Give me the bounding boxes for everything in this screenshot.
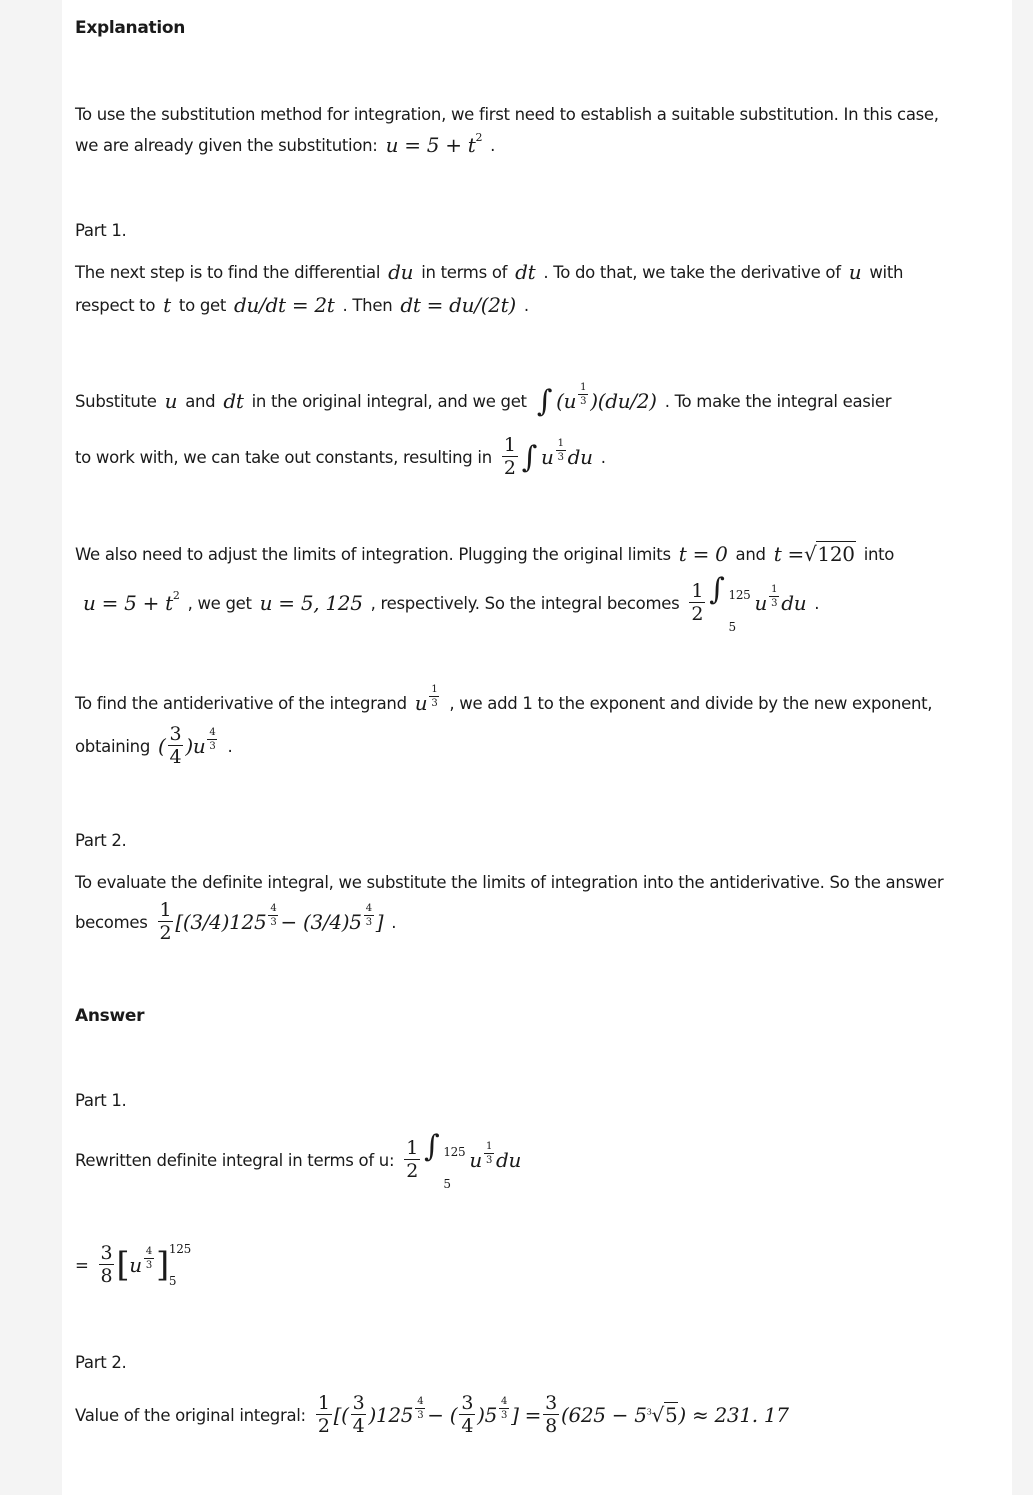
text-line [75,1392,797,1437]
text-run: We also need to adjust the limits of integration. Plugging the original limits [75,544,671,564]
text-run: Value of the original integral: [75,1405,306,1425]
math-expression [400,293,516,317]
denominator: 2 [317,1415,330,1437]
denominator: 3 [365,916,372,928]
math-expression [260,591,363,615]
superscript: 2 [172,588,180,602]
text-line [75,381,891,421]
upper-limit: 125 [168,1242,191,1256]
numerator: 4 [209,726,216,738]
math-text: t = [773,542,804,566]
text-run: respect to [75,295,156,315]
text-run: . [523,295,529,315]
text-run: we are already given the substitution: [75,135,378,155]
fraction [484,1142,494,1166]
bracket: ] [155,1245,169,1285]
integral [707,572,754,634]
integral-sign-icon: ∫ [521,439,538,475]
fraction [543,1394,559,1436]
text-run: with [869,262,904,282]
square-root [804,542,856,566]
superscript [497,1394,511,1421]
math-text: u = 5 + t [385,133,476,157]
math-expression [849,260,862,284]
superscript [142,1244,156,1271]
text-run: . [227,736,233,756]
radical-icon: √ [803,542,817,566]
numerator: 1 [431,683,438,695]
math-text: du [781,591,807,615]
text-line [75,1342,126,1382]
math-text: )125 [368,1403,414,1427]
fraction [499,1397,509,1421]
superscript [482,1139,496,1166]
text-line [75,1080,126,1120]
text-line [75,862,943,902]
numerator: 4 [145,1245,152,1257]
math-text: u [414,691,428,715]
math-text: ) ≈ 231. 17 [678,1403,789,1427]
text-line [75,1129,529,1191]
text-run: Substitute [75,391,157,411]
superscript [266,901,280,928]
math-expression [515,260,535,284]
superscript: 2 [475,130,483,144]
fraction [268,904,278,928]
numerator: 3 [545,1392,557,1414]
denominator: 3 [145,1259,152,1271]
numerator: 3 [169,723,182,745]
integral-sign-icon: ∫ [536,383,553,419]
numerator: 4 [270,902,277,914]
denominator: 4 [169,746,182,768]
math-expression [500,436,593,478]
denominator: 3 [501,1409,508,1421]
numerator: 1 [406,1137,418,1159]
math-text: ] [375,910,384,934]
denominator: 3 [209,740,216,752]
upper-limit: 125 [443,1145,466,1159]
text-run: Part 2. [75,830,127,850]
math-expression [314,1394,789,1436]
text-line [75,899,397,944]
superscript [767,582,781,609]
fraction [415,1397,425,1421]
numerator: 1 [580,381,587,393]
math-text: dt = du/(2t) [400,293,516,317]
math-expression [535,381,657,419]
text-run: Part 1. [75,1090,127,1110]
fraction [404,1139,420,1181]
math-text: [(3/4)125 [175,910,267,934]
text-run: . [490,135,496,155]
text-run: to get [178,295,227,315]
math-text: t [163,293,171,317]
math-text: ( [158,734,166,758]
math-text: ] = [511,1403,542,1427]
denominator: 3 [431,697,438,709]
fraction [502,436,518,478]
numerator: 3 [461,1392,474,1414]
denominator: 4 [352,1415,365,1437]
text-line [75,125,495,165]
denominator: 4 [461,1415,474,1437]
denominator: 2 [159,922,172,944]
text-line [75,534,894,574]
denominator: 3 [485,1154,493,1166]
superscript [205,725,219,752]
math-expression [165,389,178,413]
text-run: . To make the integral easier [664,391,892,411]
cube-root [647,1403,679,1427]
math-expression [156,901,384,943]
math-text: u [754,591,768,615]
text-run: To evaluate the definite integral, we substitute the limits of integration into the antiderivative. So the answer [75,872,944,892]
math-text: du [496,1148,522,1172]
text-run: , we add 1 to the exponent and divide by the new exponent, [449,693,933,713]
math-text: − (3/4)5 [280,910,362,934]
superscript [362,901,376,928]
fraction [459,1394,475,1436]
text-run: , we get [187,593,252,613]
numerator: 1 [317,1392,330,1414]
text-run: . [600,447,606,467]
fraction [429,685,439,709]
text-line [75,434,606,479]
denominator: 8 [100,1265,113,1287]
fraction [168,725,184,767]
superscript [576,380,590,407]
text-run: to work with, we can take out constants, resulting in [75,447,492,467]
text-run: Part 1. [75,220,127,240]
fraction [364,904,374,928]
upper-limit: 125 [728,588,751,602]
math-text: u [469,1148,482,1172]
math-expression [223,389,243,413]
integral [535,384,556,419]
math-text: )(du/2) [590,389,657,413]
math-expression [414,683,442,717]
numerator: 1 [485,1140,493,1152]
math-expression [385,130,483,157]
text-run: . To do that, we take the derivative of [543,262,841,282]
math-text: u = 5, 125 [259,591,363,615]
text-line [75,572,820,634]
superscript [554,436,568,463]
radical-icon: $^3$√ [646,1403,664,1427]
text-line [75,723,233,768]
math-expression [774,542,856,566]
superscript [413,1394,427,1421]
fraction [769,585,779,609]
integral-limits [443,1145,465,1191]
denominator: 2 [406,1160,418,1182]
math-text: dt [515,260,536,284]
math-text: du/dt = 2t [234,293,335,317]
denominator: 8 [545,1415,557,1437]
denominator: 3 [557,451,564,463]
text-line [75,210,126,250]
text-line [75,683,932,723]
lower-limit: 5 [728,620,736,634]
text-run: , respectively. So the integral becomes [370,593,680,613]
text-run: The next step is to find the differential [75,262,381,282]
text-run: in the original integral, and we get [251,391,527,411]
math-text: u [164,389,178,413]
fraction [689,582,705,624]
explanation-heading: Explanation [75,18,186,38]
math-expression [158,725,219,767]
text-run: Part 2. [75,1352,127,1372]
math-expression [83,588,180,615]
integral [422,1129,469,1191]
math-text: t = 0 [678,542,728,566]
math-expression [97,1242,195,1288]
math-expression [402,1129,521,1191]
denominator: 3 [580,395,587,407]
lower-limit: 5 [443,1177,451,1191]
text-line [75,285,529,325]
text-run: . [814,593,820,613]
math-expression [388,260,413,284]
integral [520,440,541,475]
denominator: 2 [503,457,516,479]
text-run: To use the substitution method for integration, we first need to establish a suitable substitution. In this case, [75,104,939,124]
denominator: 3 [417,1409,424,1421]
fraction [207,728,217,752]
lower-limit: 5 [168,1274,177,1288]
numerator: 4 [365,902,372,914]
denominator: 2 [691,603,704,625]
numerator: 1 [771,583,778,595]
text-run: into [863,544,895,564]
superscript [427,682,441,709]
fraction [158,901,174,943]
numerator: 3 [100,1242,113,1264]
bracket: [ [116,1245,130,1285]
text-run: in terms of [421,262,508,282]
math-text: du [388,260,414,284]
math-text: u = 5 + t [83,591,173,615]
numerator: 1 [159,899,172,921]
math-expression [163,293,171,317]
numerator: 1 [691,580,704,602]
evaluation-limits [169,1242,191,1288]
text-run: and [735,544,766,564]
text-run: becomes [75,912,148,932]
math-text: u [541,445,554,469]
numerator: 4 [417,1395,424,1407]
integral-sign-icon: ∫ [709,572,725,607]
math-text: u [129,1253,142,1277]
math-text: u [848,260,862,284]
integral-limits [729,588,751,634]
fraction [578,383,588,407]
numerator: 1 [557,437,564,449]
text-run: obtaining [75,736,151,756]
math-expression [234,293,335,317]
fraction [351,1394,367,1436]
fraction [556,439,566,463]
text-run: Rewritten definite integral in terms of u: [75,1150,395,1170]
math-text: (u [556,389,577,413]
text-run: = [75,1255,89,1275]
math-text: )u [185,734,206,758]
text-run: . [391,912,397,932]
math-expression [679,542,728,566]
math-text: [( [333,1403,349,1427]
integral-sign-icon: ∫ [424,1129,440,1164]
math-text: dt [223,389,244,413]
numerator: 4 [501,1395,508,1407]
radicand: 120 [817,542,855,566]
math-text: du [567,445,593,469]
math-text: (625 − 5 [560,1403,647,1427]
fraction [99,1244,115,1286]
fraction [316,1394,332,1436]
math-text: − ( [427,1403,458,1427]
math-text: )5 [477,1403,498,1427]
text-line [75,820,126,860]
fraction [144,1247,154,1271]
numerator: 1 [503,434,516,456]
text-run: and [185,391,216,411]
denominator: 3 [270,916,277,928]
text-run: To find the antiderivative of the integrand [75,693,407,713]
answer-heading: Answer [75,1006,145,1026]
numerator: 3 [352,1392,365,1414]
radicand: 5 [664,1403,678,1427]
text-line [75,1242,203,1288]
text-run: . Then [342,295,393,315]
denominator: 3 [771,597,778,609]
math-expression [687,572,806,634]
